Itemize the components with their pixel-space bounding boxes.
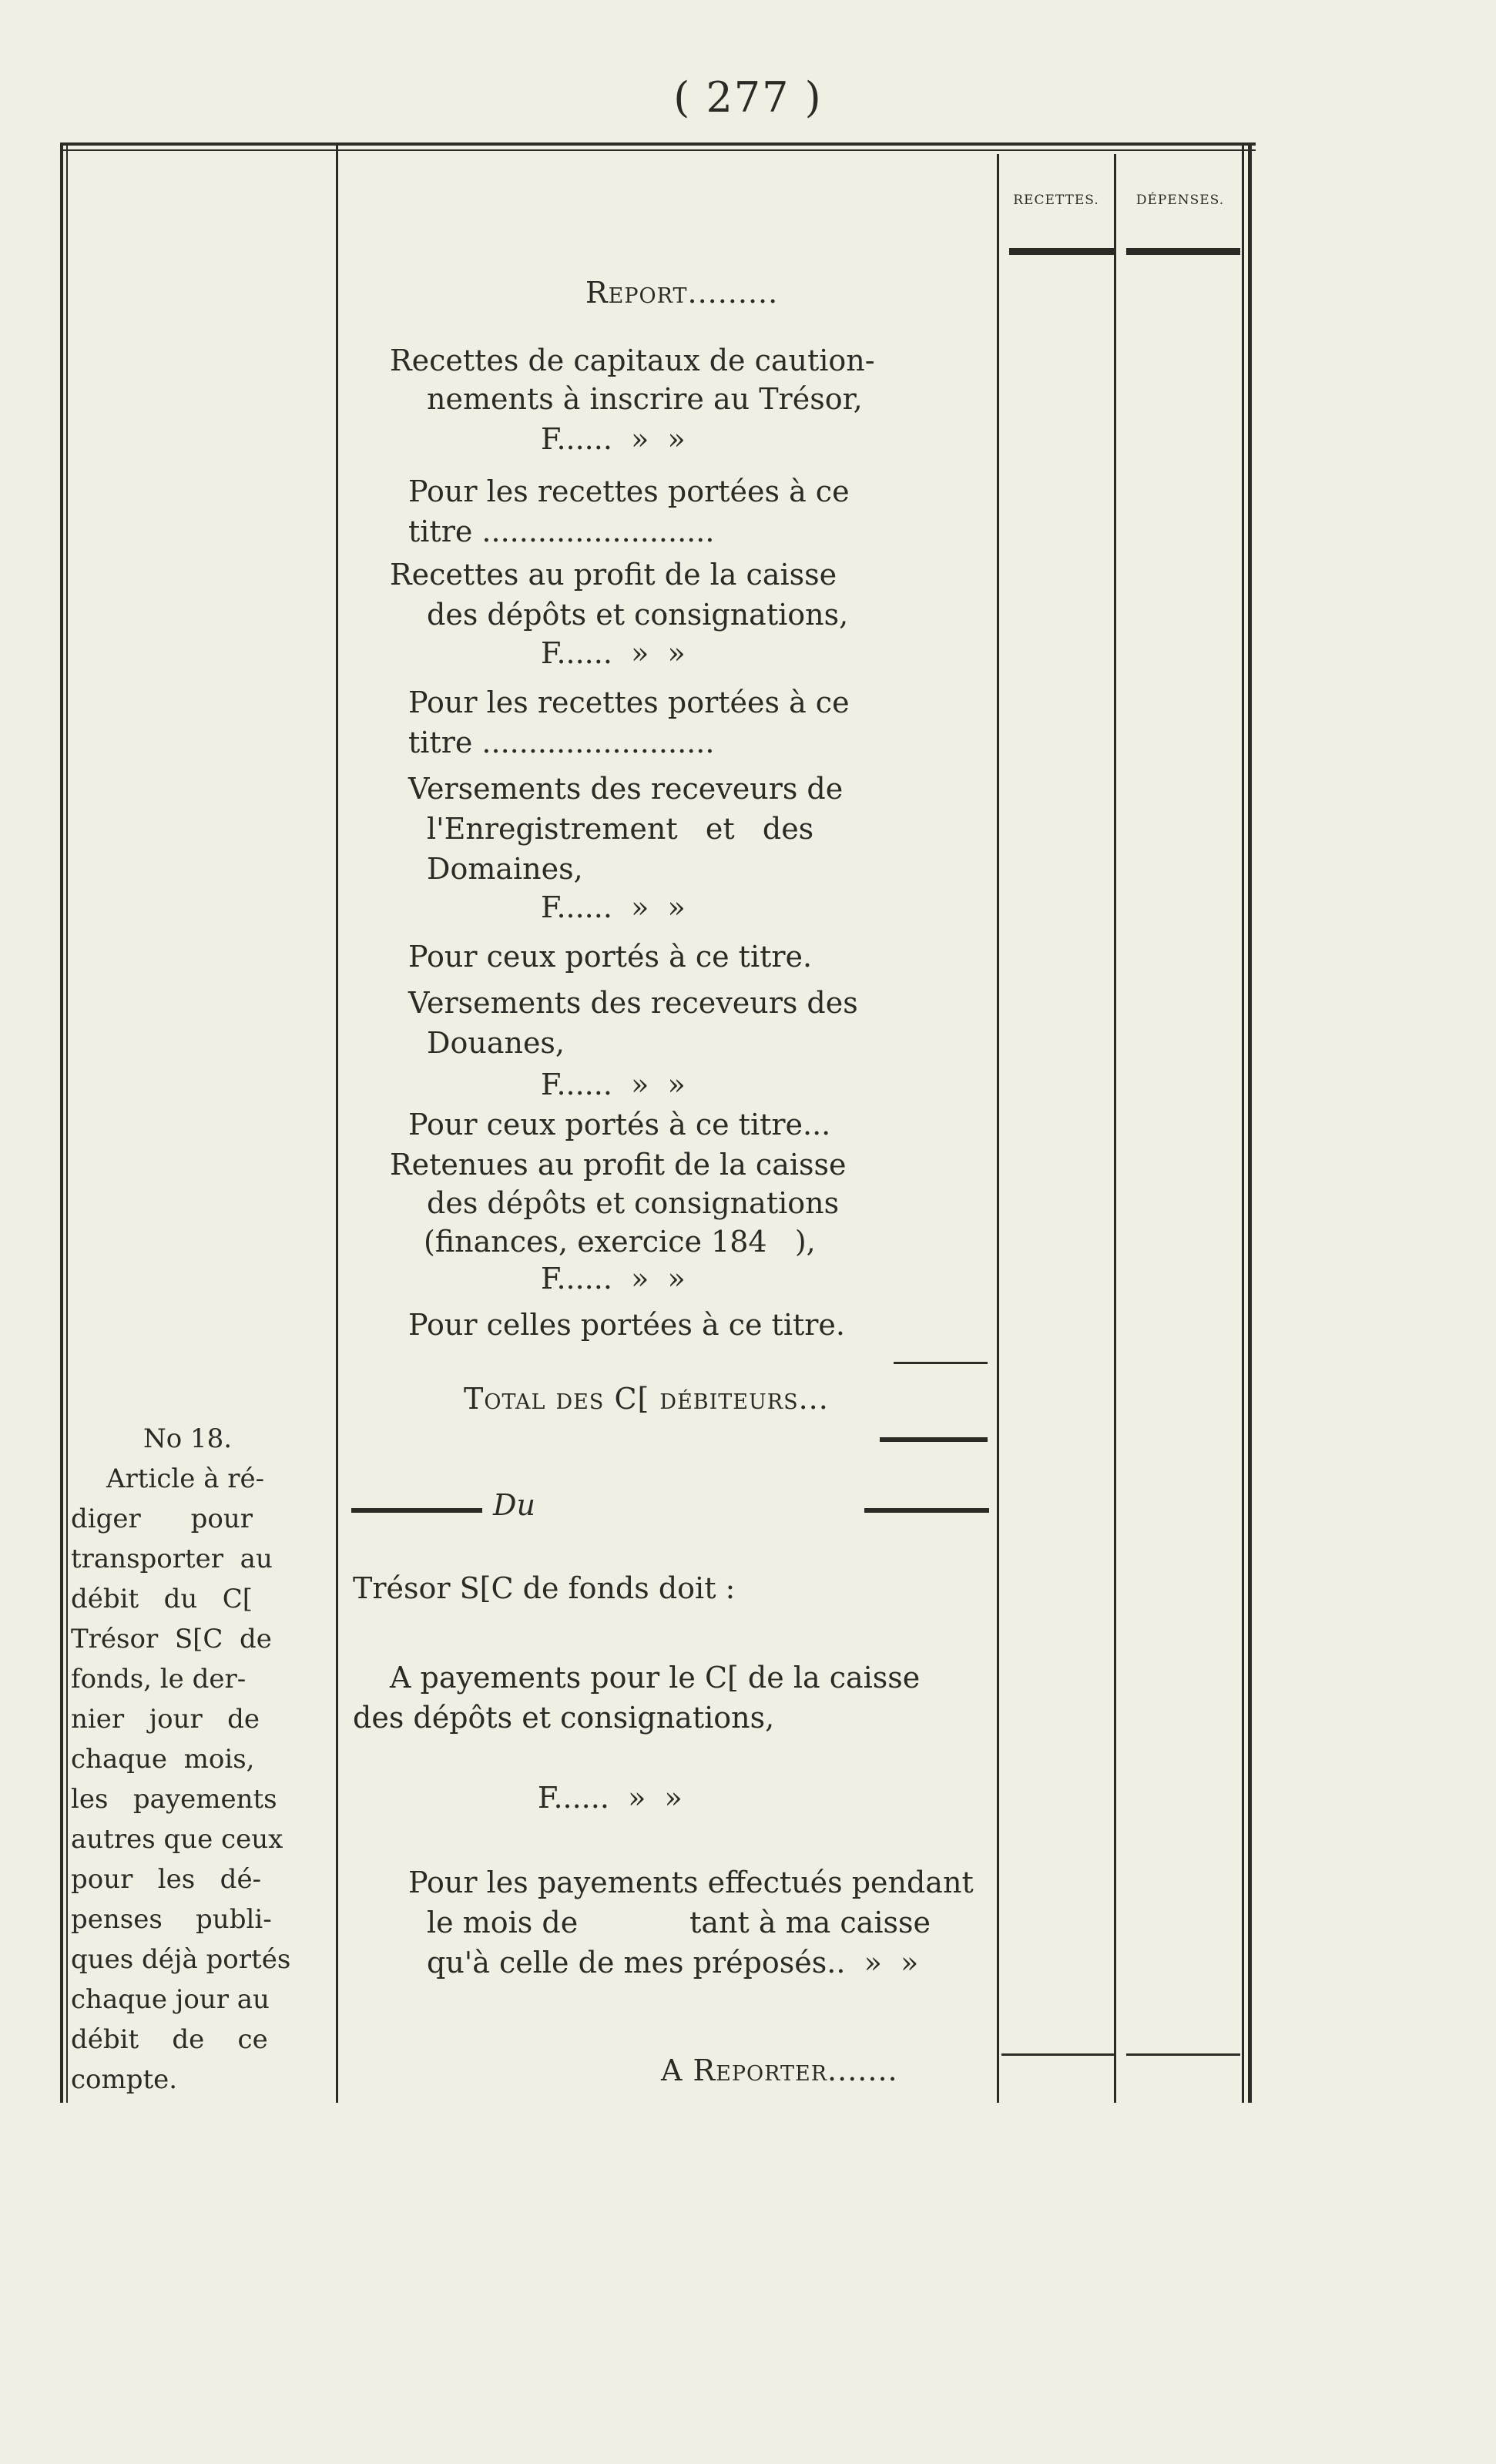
note-line: diger pour [71, 1504, 253, 1534]
amount-line: F...... » » [541, 636, 686, 670]
amount-line: F...... » » [541, 422, 686, 456]
subtotal-rule [894, 1362, 988, 1364]
recorded-receipts-line: Pour les recettes portées à ce [408, 474, 850, 508]
page-number: ( 277 ) [673, 73, 823, 122]
expenses-column-header: DÉPENSES. [1135, 193, 1225, 208]
note-line: transporter au [71, 1544, 273, 1574]
customs-transfers-line: Douanes, [427, 1026, 565, 1060]
note-line: débit du C[ [71, 1584, 253, 1614]
note-line: pour les dé- [71, 1864, 262, 1895]
receipts-bottom-rule [1001, 2053, 1114, 2056]
treasury-line: Trésor S[C de fonds doit : [353, 1571, 736, 1605]
deposit-receipts-line: des dépôts et consignations, [427, 598, 849, 632]
note-line: débit de ce [71, 2024, 268, 2055]
du-left-rule [351, 1508, 482, 1513]
top-border [60, 142, 1256, 146]
note-line: autres que ceux [71, 1824, 283, 1855]
note-line: Article à ré- [106, 1463, 265, 1494]
recorded-withholdings-line: Pour celles portées à ce titre. [408, 1308, 845, 1342]
period-payments-line: le mois de tant à ma caisse [427, 1906, 931, 1939]
note-line: fonds, le der- [71, 1664, 247, 1695]
note-line: Trésor S[C de [71, 1624, 272, 1654]
right-border-outer [1248, 142, 1252, 2103]
note-number: No 18. [143, 1423, 233, 1454]
period-payments-line: qu'à celle de mes préposés.. » » [427, 1946, 919, 1980]
caution-receipts-line: Recettes de capitaux de caution- [390, 344, 875, 377]
period-payments-line: Pour les payements effectués pendant [408, 1866, 974, 1899]
divider-note-main [336, 142, 338, 2103]
du-label: Du [493, 1488, 535, 1522]
left-border [60, 142, 63, 2103]
amount-line: F...... » » [538, 1781, 683, 1815]
recorded-receipts-line: titre ......................... [408, 726, 715, 759]
withholdings-line: des dépôts et consignations [427, 1186, 840, 1220]
left-border-inner [66, 142, 68, 2103]
registration-transfers-line: l'Enregistrement et des [427, 812, 814, 846]
du-right-rule [864, 1508, 989, 1513]
payments-line: des dépôts et consignations, [353, 1701, 775, 1735]
registration-transfers-line: Domaines, [427, 852, 583, 886]
receipts-header-bar [1009, 248, 1115, 255]
right-border [1242, 142, 1244, 2103]
deposit-receipts-line: Recettes au profit de la caisse [390, 558, 837, 592]
top-border-inner [60, 149, 1256, 151]
divider-main-receipts [997, 154, 999, 2103]
registration-transfers-line: Versements des receveurs de [408, 772, 844, 806]
receipts-column-header: RECETTES. [1013, 193, 1099, 208]
expenses-header-bar [1126, 248, 1240, 255]
note-line: chaque mois, [71, 1744, 255, 1775]
recorded-receipts-line: titre ......................... [408, 515, 715, 548]
withholdings-line: Retenues au profit de la caisse [390, 1148, 847, 1182]
amount-line: F...... » » [541, 1262, 686, 1296]
caution-receipts-line: nements à inscrire au Trésor, [427, 382, 863, 416]
note-line: chaque jour au [71, 1984, 270, 2015]
total-rule [880, 1437, 988, 1442]
divider-receipts-expenses [1114, 154, 1116, 2103]
amount-line: F...... » » [541, 1068, 686, 1101]
customs-transfers-line: Versements des receveurs des [408, 986, 858, 1020]
expenses-bottom-rule [1126, 2053, 1240, 2056]
withholdings-line: (finances, exercice 184 ), [424, 1225, 816, 1259]
total-line: Total des C[ débiteurs... [464, 1382, 829, 1416]
note-line: compte. [71, 2064, 178, 2095]
recorded-receipts-line: Pour les recettes portées à ce [408, 686, 850, 719]
note-line: nier jour de [71, 1704, 260, 1735]
payments-line: A payements pour le C[ de la caisse [390, 1661, 921, 1695]
note-line: ques déjà portés [71, 1944, 291, 1975]
recorded-transfers-line: Pour ceux portés à ce titre. [408, 940, 813, 974]
note-line: les payements [71, 1784, 277, 1815]
carry-forward-line: A Reporter....... [661, 2053, 898, 2087]
recorded-transfers-line: Pour ceux portés à ce titre... [408, 1108, 831, 1141]
report-line: Report......... [585, 276, 779, 310]
amount-line: F...... » » [541, 890, 686, 924]
note-line: penses publi- [71, 1904, 272, 1935]
